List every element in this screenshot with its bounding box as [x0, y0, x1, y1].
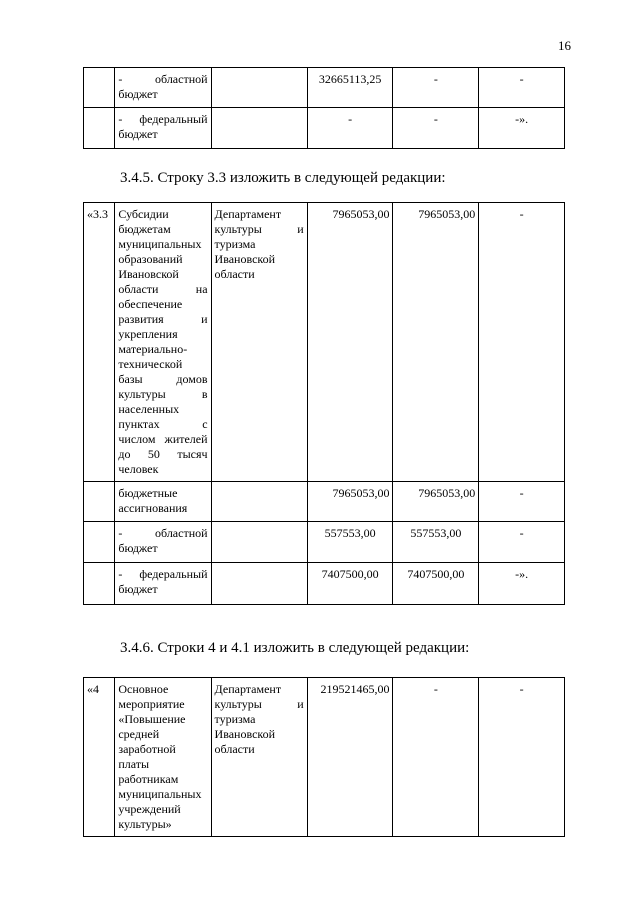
amount-cell: 7407500,00	[307, 563, 393, 605]
amount-cell: 557553,00	[393, 522, 479, 563]
amount-cell: -	[393, 678, 479, 837]
amount-cell: 7965053,00	[393, 482, 479, 522]
row-executor: Департамент культуры и туризма Ивановской области	[211, 203, 307, 482]
table-cell	[84, 563, 115, 605]
table-cell	[211, 522, 307, 563]
row-number: «4	[84, 678, 115, 837]
table-cell	[84, 68, 115, 108]
table-cell	[84, 108, 115, 149]
row-number: «3.3	[84, 203, 115, 482]
page-number: 16	[558, 38, 571, 53]
table-row	[84, 482, 565, 522]
table-row	[84, 68, 565, 108]
table-cell	[211, 482, 307, 522]
amount-cell: 7407500,00	[393, 563, 479, 605]
table-row	[84, 522, 565, 563]
table-cell	[211, 563, 307, 605]
budget-table-continued	[83, 67, 565, 149]
table-row	[84, 678, 565, 837]
amount-cell: 7965053,00	[393, 203, 479, 482]
amount-cell: -	[393, 68, 479, 108]
amount-cell: -	[479, 522, 565, 563]
budget-table-4	[83, 677, 565, 837]
table-cell	[211, 108, 307, 149]
amount-cell: -».	[479, 563, 565, 605]
table-row	[84, 203, 565, 482]
amount-cell: -	[479, 68, 565, 108]
row-label: - федеральный бюджет	[115, 563, 211, 605]
amount-cell: -	[479, 678, 565, 837]
amount-cell: 557553,00	[307, 522, 393, 563]
row-name: Субсидии бюджетам муниципальных образований Ивановской области на обеспечение развития и укрепления материально-технической базы домов культуры в населенных пунктах с числом жителей до 50 тысяч человек	[115, 203, 211, 482]
budget-table-3-3	[83, 202, 565, 605]
row-label: - федеральный бюджет	[115, 108, 211, 149]
amount-cell: -	[479, 203, 565, 482]
section-heading-3-4-6: 3.4.6. Строки 4 и 4.1 изложить в следующей редакции:	[120, 640, 470, 656]
row-name: Основное мероприятие «Повышение средней заработной платы работникам муниципальных учреждений культуры»	[115, 678, 211, 837]
table-cell	[84, 522, 115, 563]
row-label: - областной бюджет	[115, 522, 211, 563]
amount-cell: -».	[479, 108, 565, 149]
row-label: бюджетные ассигнования	[115, 482, 211, 522]
table-cell	[211, 68, 307, 108]
amount-cell: 32665113,25	[307, 68, 393, 108]
table-cell	[84, 482, 115, 522]
amount-cell: 7965053,00	[307, 482, 393, 522]
table-row	[84, 563, 565, 605]
amount-cell: 7965053,00	[307, 203, 393, 482]
table-row	[84, 108, 565, 149]
amount-cell: -	[479, 482, 565, 522]
row-executor: Департамент культуры и туризма Ивановской области	[211, 678, 307, 837]
amount-cell: 219521465,00	[307, 678, 393, 837]
amount-cell: -	[307, 108, 393, 149]
section-heading-3-4-5: 3.4.5. Строку 3.3 изложить в следующей редакции:	[120, 170, 446, 186]
row-label: - областной бюджет	[115, 68, 211, 108]
amount-cell: -	[393, 108, 479, 149]
